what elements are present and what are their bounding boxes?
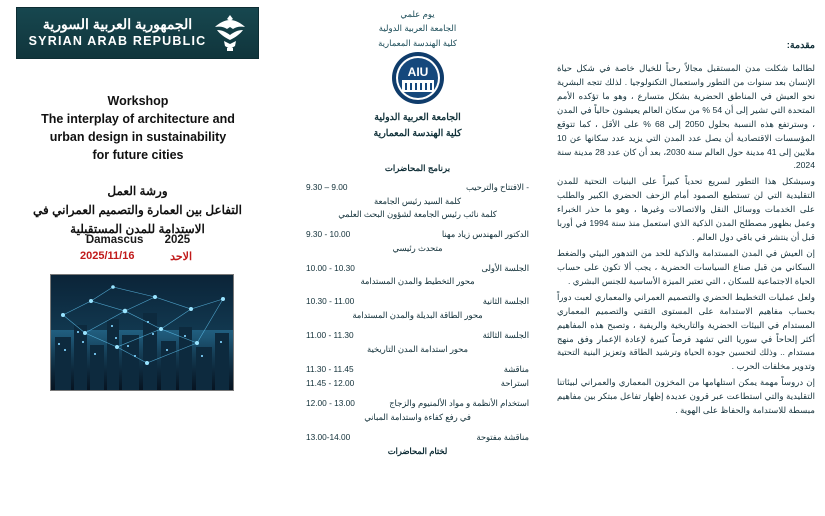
middle-column (300, 0, 535, 516)
workshop-title-arabic (16, 182, 259, 240)
agenda-row (306, 228, 529, 241)
banner-arabic-title: الجمهورية العربية السورية (42, 15, 193, 32)
event-year: 2025 (164, 234, 191, 246)
agenda-item-label: الجلسة الثانية (482, 296, 529, 307)
agenda-spacer (300, 390, 535, 397)
agenda-item-time: 11.45 - 12.00 (306, 377, 355, 388)
workshop-title-ar-line-3: الاستدامة للمدن المستقبلية (70, 222, 205, 237)
agenda-row (306, 295, 529, 308)
middle-header-line-3: كلية الهندسة المعمارية (378, 37, 457, 48)
event-date-arabic-weekday: الاحد (170, 251, 192, 263)
event-city: Damascus (85, 234, 144, 246)
workshop-title-line-1: Workshop (107, 94, 169, 108)
workshop-title-line-2: The interplay of architecture and (41, 112, 235, 127)
banner-text (25, 17, 210, 49)
workshop-title-ar-line-1: ورشة العمل (107, 184, 168, 198)
agenda-item-time: 10.00 - 10.30 (306, 262, 355, 273)
agenda-row (306, 377, 529, 390)
introduction-paragraph: إن العيش في المدن المستدامة والذكية للحد من التدهور البيئي والضغط السكاني من قبل صناع السياسات الحضرية ، يجب ألا تكون على حساب الحياة الاجتماعية للسكان ، التي تعتبر الميزة الأساسية للجنس البشري . (557, 247, 815, 286)
agenda-spacer (300, 424, 535, 431)
introduction-label: مقدمة: (786, 40, 815, 51)
agenda-item-time: 9.30 – 9.00 (306, 182, 348, 193)
agenda-row-note: في رفع كفاءة واستدامة المباني (364, 412, 471, 423)
agenda-item-time: 11.00 - 11.30 (306, 330, 354, 341)
middle-header (300, 7, 535, 50)
agenda-item-label: - الافتتاح والترحيب (466, 182, 529, 193)
agenda-row (306, 329, 529, 342)
night-city-network-photo (50, 274, 234, 391)
agenda-spacer (300, 221, 535, 228)
agenda-item-label: استراحة (500, 377, 529, 388)
agenda-row-note: محور الطاقة البديلة والمدن المستدامة (352, 310, 483, 321)
workshop-title-english (18, 92, 258, 165)
agenda-row-note: لختام المحاضرات (387, 446, 448, 457)
agenda-spacer (300, 356, 535, 363)
logo-text: AIU (407, 65, 428, 79)
banner-english-title: SYRIAN ARAB REPUBLIC (28, 34, 207, 49)
agenda-item-label: مناقشة مفتوحة (476, 432, 529, 443)
agenda-row-note: كلمة نائب رئيس الجامعة لشؤون البحث العلمي (338, 209, 497, 220)
agenda-row-note: محور استدامة المدن التاريخية (367, 343, 468, 354)
agenda-row (306, 262, 529, 275)
republic-banner (16, 7, 259, 59)
workshop-title-line-3: urban design in sustainability (49, 130, 227, 145)
agenda-row (306, 397, 529, 410)
event-place-line (18, 234, 258, 246)
university-name-line-1: الجامعة العربية الدولية (374, 112, 461, 123)
introduction-paragraph: لطالما شكلت مدن المستقبل مجالاً رحباً للخيال خاصة في شكل حياة الإنسان بعد سنوات من التطور واستعمال التكنولوجيا . لذلك تتجه البشرية نحو العيش في المناطق الحضرية بشكل متسارع ، وهو ما تؤكده الأمم المتحدة التي تشير إلى أن 54 % من سكان العالم يعيشون حالياً في المدن ، وسترتفع هذه النسبة بحلول 2050 إلى 68 % على الأقل ، كما تتوقع المؤسسات الاقتصادية أن يصل عدد المدن التي يزيد عدد سكانها عن 10 ملايين إلى 41 مدينة حول العالم سنة 2030، بعد أن كان عدد 28 مدينة سنة 2024. (557, 63, 816, 171)
agenda-row-note: متحدث رئيسي (392, 242, 443, 253)
agenda-item-time: 10.30 - 11.00 (306, 296, 355, 307)
agenda-item-label: مناقشة (503, 363, 529, 374)
introduction-body (557, 62, 815, 420)
agenda-item-time: 13.00-14.00 (306, 432, 351, 443)
agenda-row-note: محور التخطيط والمدن المستدامة (360, 276, 475, 287)
agenda-row (306, 181, 529, 194)
agenda-rows (300, 181, 535, 458)
agenda-item-time: 9.30 - 10.00 (306, 228, 351, 239)
agenda-item-label: الدكتور المهندس زياد مهنا (441, 228, 529, 239)
middle-header-line-2: الجامعة العربية الدولية (378, 23, 457, 34)
agenda-item-time: 11.30 - 11.45 (306, 363, 354, 374)
introduction-paragraph: إن دروساً مهمة يمكن استلهامها من المخزون المعماري والعمراني لبيئاتنا التقليدية والتي استطاعت عبر قرون عديدة إظهار تفاعل مبتكر بين مفاهيم مبسطة للاستدامة والحفاظ على الهوية . (557, 377, 815, 416)
middle-header-line-1: يوم علمي (400, 9, 435, 19)
agenda-row (306, 431, 529, 444)
introduction-paragraph: ولعل عمليات التخطيط الحضري والتصميم العمراني والمعماري لعبت دوراً بحساب مفاهيم الاستدامة على المستوى التقني والتصميم المعماري المستدام في البيئات الحضرية والتاريخية والريفية ، وتصبح هذه المفاهيم أكثر إلحاحاً في سوريا التي تشهد فرصاً كبيرة لإعادة الإعمار وفق منهج مستدام .. وذلك لتحسين جودة الحياة وترشيد الطاقة وتعزيز البنية التحتية وتدوير مخلفات الحرب . (557, 291, 815, 372)
workshop-title-line-4: for future cities (92, 148, 184, 163)
right-column (549, 0, 817, 516)
event-date-number: 2025/11/16 (80, 250, 135, 262)
agenda-title: برنامج المحاضرات (384, 163, 451, 173)
workshop-title-ar-line-2: التفاعل بين العمارة والتصميم العمراني في (33, 203, 242, 218)
left-column (0, 0, 275, 516)
eagle-crest-icon (210, 11, 250, 55)
agenda-item-time: 12.00 - 13.00 (306, 398, 355, 409)
agenda-item-label: استخدام الأنظمة و مواد الألمنيوم والزجاج (389, 398, 529, 409)
agenda-item-label: الجلسة الأولى (481, 262, 529, 273)
university-name-block (300, 110, 535, 142)
agenda-block (300, 162, 535, 458)
university-name-line-2: كلية الهندسة المعمارية (373, 128, 462, 140)
agenda-row-note: كلمة السيد رئيس الجامعة (374, 196, 461, 207)
agenda-spacer (300, 288, 535, 295)
agenda-item-label: الجلسة الثالثة (482, 330, 529, 341)
aiu-university-logo (300, 50, 535, 106)
agenda-spacer (300, 255, 535, 262)
agenda-spacer (300, 322, 535, 329)
agenda-row (306, 363, 529, 376)
introduction-paragraph: وسيشكل هذا التطور لسريع تحدياً كبيراً على البنيات التحتية للمدن التقليدية التي لن تستطيع الصمود أمام الزحف الحضري الكبير والطلب على الخدمات ووسائل النقل والاتصالات وغيرها ، وهو ما حذر الخبراء وعمل بظهور مصطلح المدن الذكية الذي استعمل منذ سنة 1994 في أوربا قبل أن ينتشر في باقي دول العالم . (557, 176, 815, 243)
